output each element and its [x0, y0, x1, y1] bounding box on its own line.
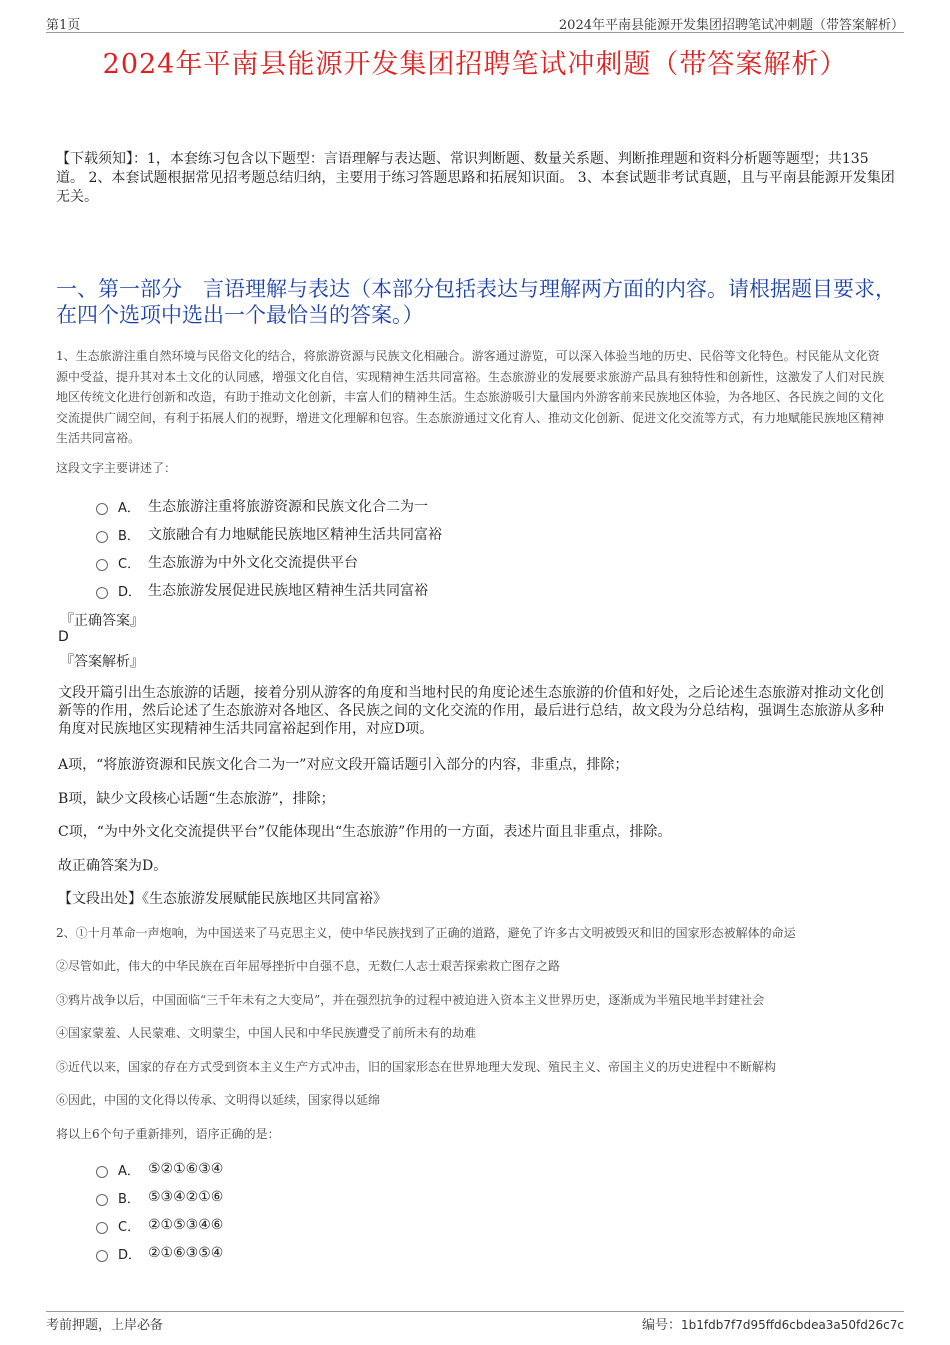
download-notice: 【下载须知】：1，本套练习包含以下题型：言语理解与表达题、常识判断题、数量关系题、判断推理题和资料分析题等题型；共135道。 2、本套试题根据常见招考题总结归纳，主要用于练习答题思路和拓展知识面。 3、本套试题非考试真题，且与平南县能源开发集团无关。	[56, 151, 895, 205]
header-doc-title: 2024年平南县能源开发集团招聘笔试冲刺题（带答案解析）	[558, 18, 904, 33]
q2-option-a[interactable]: A． ⑤②①⑥③④	[96, 1155, 223, 1183]
q2-stem: 将以上6个句子重新排列，语序正确的是：	[56, 1127, 280, 1141]
answer-label: 『正确答案』	[60, 613, 144, 629]
q1-option-d[interactable]: D． 生态旅游发展促进民族地区精神生活共同富裕	[96, 576, 442, 604]
page-number: 第1页	[46, 18, 81, 33]
q1-note-c: C项，“为中外文化交流提供平台”仅能体现出“生态旅游”作用的一方面，表述片面且非重点，排除。	[58, 824, 672, 840]
q2-options	[96, 1155, 223, 1267]
q1-stem: 这段文字主要讲述了：	[56, 461, 177, 475]
q2-option-c[interactable]: C． ②①⑤③④⑥	[96, 1211, 223, 1239]
footer-divider	[46, 1311, 904, 1312]
q2-sentence: 2、①十月革命一声炮响，为中国送来了马克思主义，使中华民族找到了正确的道路，避免了许多古文明被毁灭和旧的国家形态被解体的命运	[56, 926, 796, 940]
radio-icon[interactable]	[96, 559, 108, 571]
q2-sentence: ④国家蒙羞、人民蒙难、文明蒙尘，中国人民和中华民族遭受了前所未有的劫难	[56, 1026, 477, 1040]
q2-sentence: ⑤近代以来，国家的存在方式受到资本主义生产方式冲击，旧的国家形态在世界地理大发现、殖民主义、帝国主义的历史进程中不断解构	[56, 1060, 777, 1074]
radio-icon[interactable]	[96, 1222, 108, 1234]
radio-icon[interactable]	[96, 531, 108, 543]
q1-conclusion: 故正确答案为D。	[58, 858, 168, 874]
q1-option-a[interactable]: A． 生态旅游注重将旅游资源和民族文化合二为一	[96, 492, 442, 520]
footer-code: 编号：1b1fdb7f7d95ffd6cbdea3a50fd26c7c	[641, 1318, 904, 1333]
q1-option-c[interactable]: C． 生态旅游为中外文化交流提供平台	[96, 548, 442, 576]
radio-icon[interactable]	[96, 1194, 108, 1206]
q2-sentence: ⑥因此，中国的文化得以传承、文明得以延续，国家得以延绵	[56, 1093, 381, 1107]
radio-icon[interactable]	[96, 587, 108, 599]
answer-value: D	[58, 629, 69, 645]
q1-option-b[interactable]: B． 文旅融合有力地赋能民族地区精神生活共同富裕	[96, 520, 442, 548]
q1-options	[96, 492, 442, 604]
q1-source: 【文段出处】《生态旅游发展赋能民族地区共同富裕》	[58, 891, 387, 907]
page-header	[46, 10, 904, 33]
page-title: 2024年平南县能源开发集团招聘笔试冲刺题（带答案解析）	[102, 49, 848, 80]
q1-passage: 1、生态旅游注重自然环境与民俗文化的结合，将旅游资源与民族文化相融合。游客通过游览，可以深入体验当地的历史、民俗等文化特色。村民能从文化资源中受益，提升其对本土文化的认同感，增强文化自信，实现精神生活共同富裕。生态旅游业的发展要求旅游产品具有独特性和创新性，这激发了人们对民族地区传统文化进行创新和改造，有助于推动文化创新，丰富人们的精神生活。生态旅游吸引大量国内外游客前来民族地区体验，为各地区、各民族之间的文化交流提供广阔空间，有利于拓展人们的视野，增进文化理解和包容。生态旅游通过文化育人、推动文化创新、促进文化交流等方式，有力地赋能民族地区精神生活共同富裕。	[56, 349, 885, 445]
q2-option-d[interactable]: D． ②①⑥③⑤④	[96, 1239, 223, 1267]
radio-icon[interactable]	[96, 1250, 108, 1262]
q1-analysis: 文段开篇引出生态旅游的话题，接着分别从游客的角度和当地村民的角度论述生态旅游的价值和好处，之后论述生态旅游对推动文化创新等的作用，然后论述了生态旅游对各地区、各民族之间的文化交流的作用，最后进行总结，故文段为分总结构，强调生态旅游从多种角度对民族地区实现精神生活共同富裕起到作用，对应D项。	[58, 685, 884, 737]
q1-note-a: A项，“将旅游资源和民族文化合二为一”对应文段开篇话题引入部分的内容，非重点，排除；	[58, 757, 629, 773]
q2-sentence: ②尽管如此，伟大的中华民族在百年屈辱挫折中自强不息，无数仁人志士艰苦探索救亡图存之路	[56, 959, 561, 973]
q2-option-b[interactable]: B． ⑤③④②①⑥	[96, 1183, 223, 1211]
q1-note-b: B项，缺少文段核心话题“生态旅游”，排除；	[58, 791, 335, 807]
radio-icon[interactable]	[96, 503, 108, 515]
analysis-label: 『答案解析』	[60, 654, 144, 670]
radio-icon[interactable]	[96, 1166, 108, 1178]
q2-sentence: ③鸦片战争以后，中国面临“三千年未有之大变局”，并在强烈抗争的过程中被迫进入资本主义世界历史，逐渐成为半殖民地半封建社会	[56, 993, 765, 1007]
section-heading: 一、第一部分 言语理解与表达（本部分包括表达与理解两方面的内容。请根据题目要求，在四个选项中选出一个最恰当的答案。）	[56, 277, 896, 327]
footer-slogan: 考前押题，上岸必备	[46, 1318, 164, 1333]
